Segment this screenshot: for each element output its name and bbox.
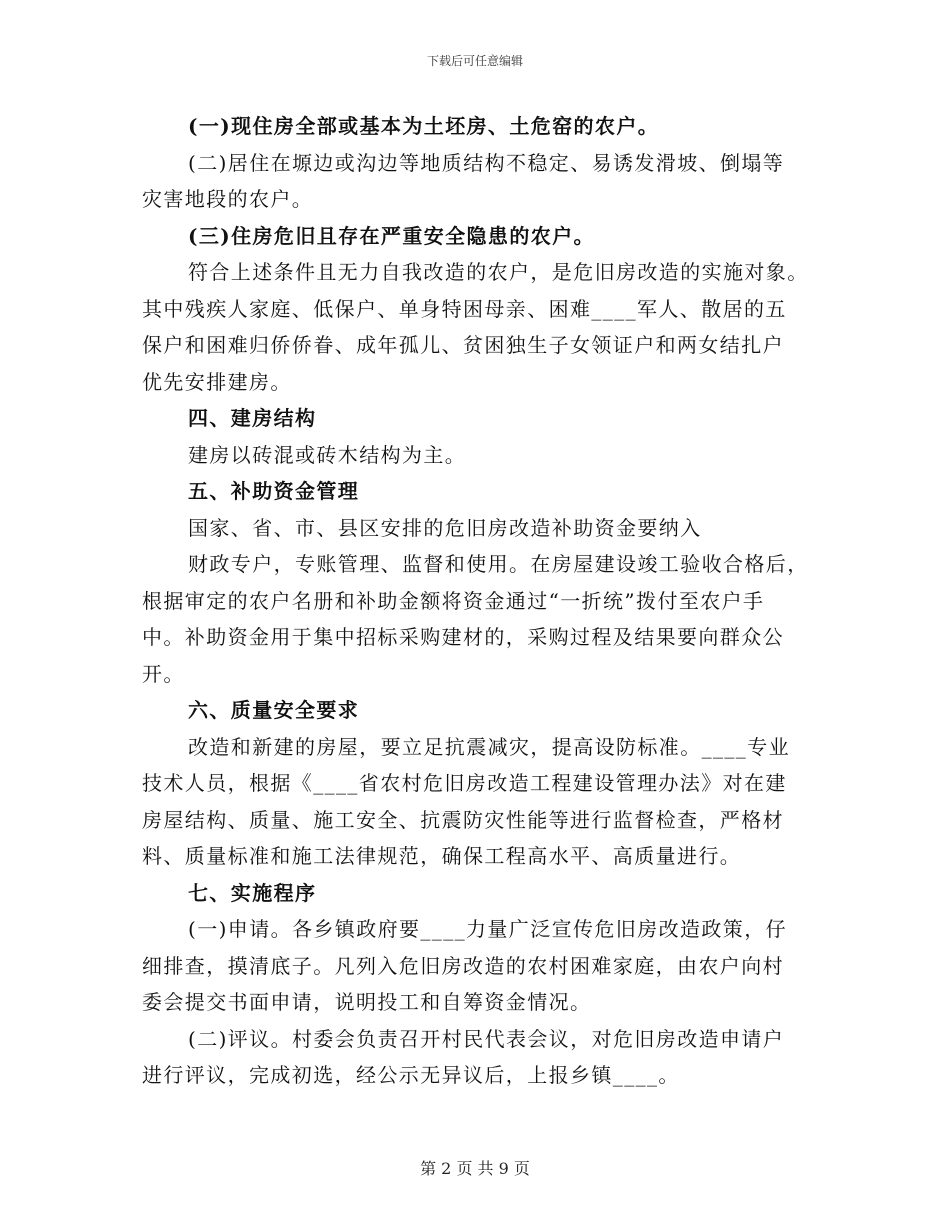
text-line: 进行评议，完成初选，经公示无异议后，上报乡镇____。 xyxy=(142,1063,680,1087)
section-heading: 四、建房结构 xyxy=(188,406,317,430)
section-heading: 六、质量安全要求 xyxy=(188,698,360,722)
text-line: 技术人员，根据《____省农村危旧房改造工程建设管理办法》对在建 xyxy=(142,771,787,795)
page-footer: 第 2 页 共 9 页 xyxy=(420,1159,530,1178)
text-line: (二)评议。村委会负责召开村民代表会议，对危旧房改造申请户 xyxy=(188,1026,785,1051)
text-line: (三)住房危旧且存在严重安全隐患的农户。 xyxy=(188,223,595,248)
text-line: (一)现住房全部或基本为土坯房、土危窑的农户。 xyxy=(188,114,660,138)
section-heading: 七、实施程序 xyxy=(188,880,317,905)
text-line: 保户和困难归侨侨眷、成年孤儿、贫困独生子女领证户和两女结扎户 xyxy=(142,333,784,357)
text-line: (二)居住在塬边或沟边等地质结构不稳定、易诱发滑坡、倒塌等 xyxy=(188,150,785,175)
text-line: 根据审定的农户名册和补助金额将资金通过“一折统”拨付至农户手 xyxy=(142,588,765,613)
text-line: 其中残疾人家庭、低保户、单身特困母亲、困难____军人、散居的五 xyxy=(142,296,787,321)
text-line: 建房以砖混或砖木结构为主。 xyxy=(188,442,467,467)
text-line: 房屋结构、质量、施工安全、抗震防灾性能等进行监督检查，严格材 xyxy=(142,807,784,832)
text-line: 国家、省、市、县区安排的危旧房改造补助资金要纳入 xyxy=(188,515,702,540)
document-body xyxy=(142,108,808,1094)
text-line: 优先安排建房。 xyxy=(142,369,292,394)
text-line: 改造和新建的房屋，要立足抗震减灾，提高设防标准。____专业 xyxy=(188,734,790,759)
text-line: 委会提交书面申请，说明投工和自筹资金情况。 xyxy=(142,990,592,1014)
text-line: (一)申请。各乡镇政府要____力量广泛宣传危旧房改造政策，仔 xyxy=(188,917,788,941)
text-line: 开。 xyxy=(142,661,185,686)
text-line: 细排查，摸清底子。凡列入危旧房改造的农村困难家庭，由农户向村 xyxy=(142,953,784,978)
text-line: 财政专户，专账管理、监督和使用。在房屋建设竣工验收合格后， xyxy=(188,552,809,576)
text-line: 中。补助资金用于集中招标采购建材的，采购过程及结果要向群众公 xyxy=(142,625,784,649)
text-line: 符合上述条件且无力自我改造的农户，是危旧房改造的实施对象。 xyxy=(188,260,809,284)
text-line: 料、质量标准和施工法律规范，确保工程高水平、高质量进行。 xyxy=(142,844,742,868)
page-header: 下载后可任意编辑 xyxy=(426,54,523,68)
text-line: 灾害地段的农户。 xyxy=(142,187,314,211)
section-heading: 五、补助资金管理 xyxy=(188,479,360,503)
